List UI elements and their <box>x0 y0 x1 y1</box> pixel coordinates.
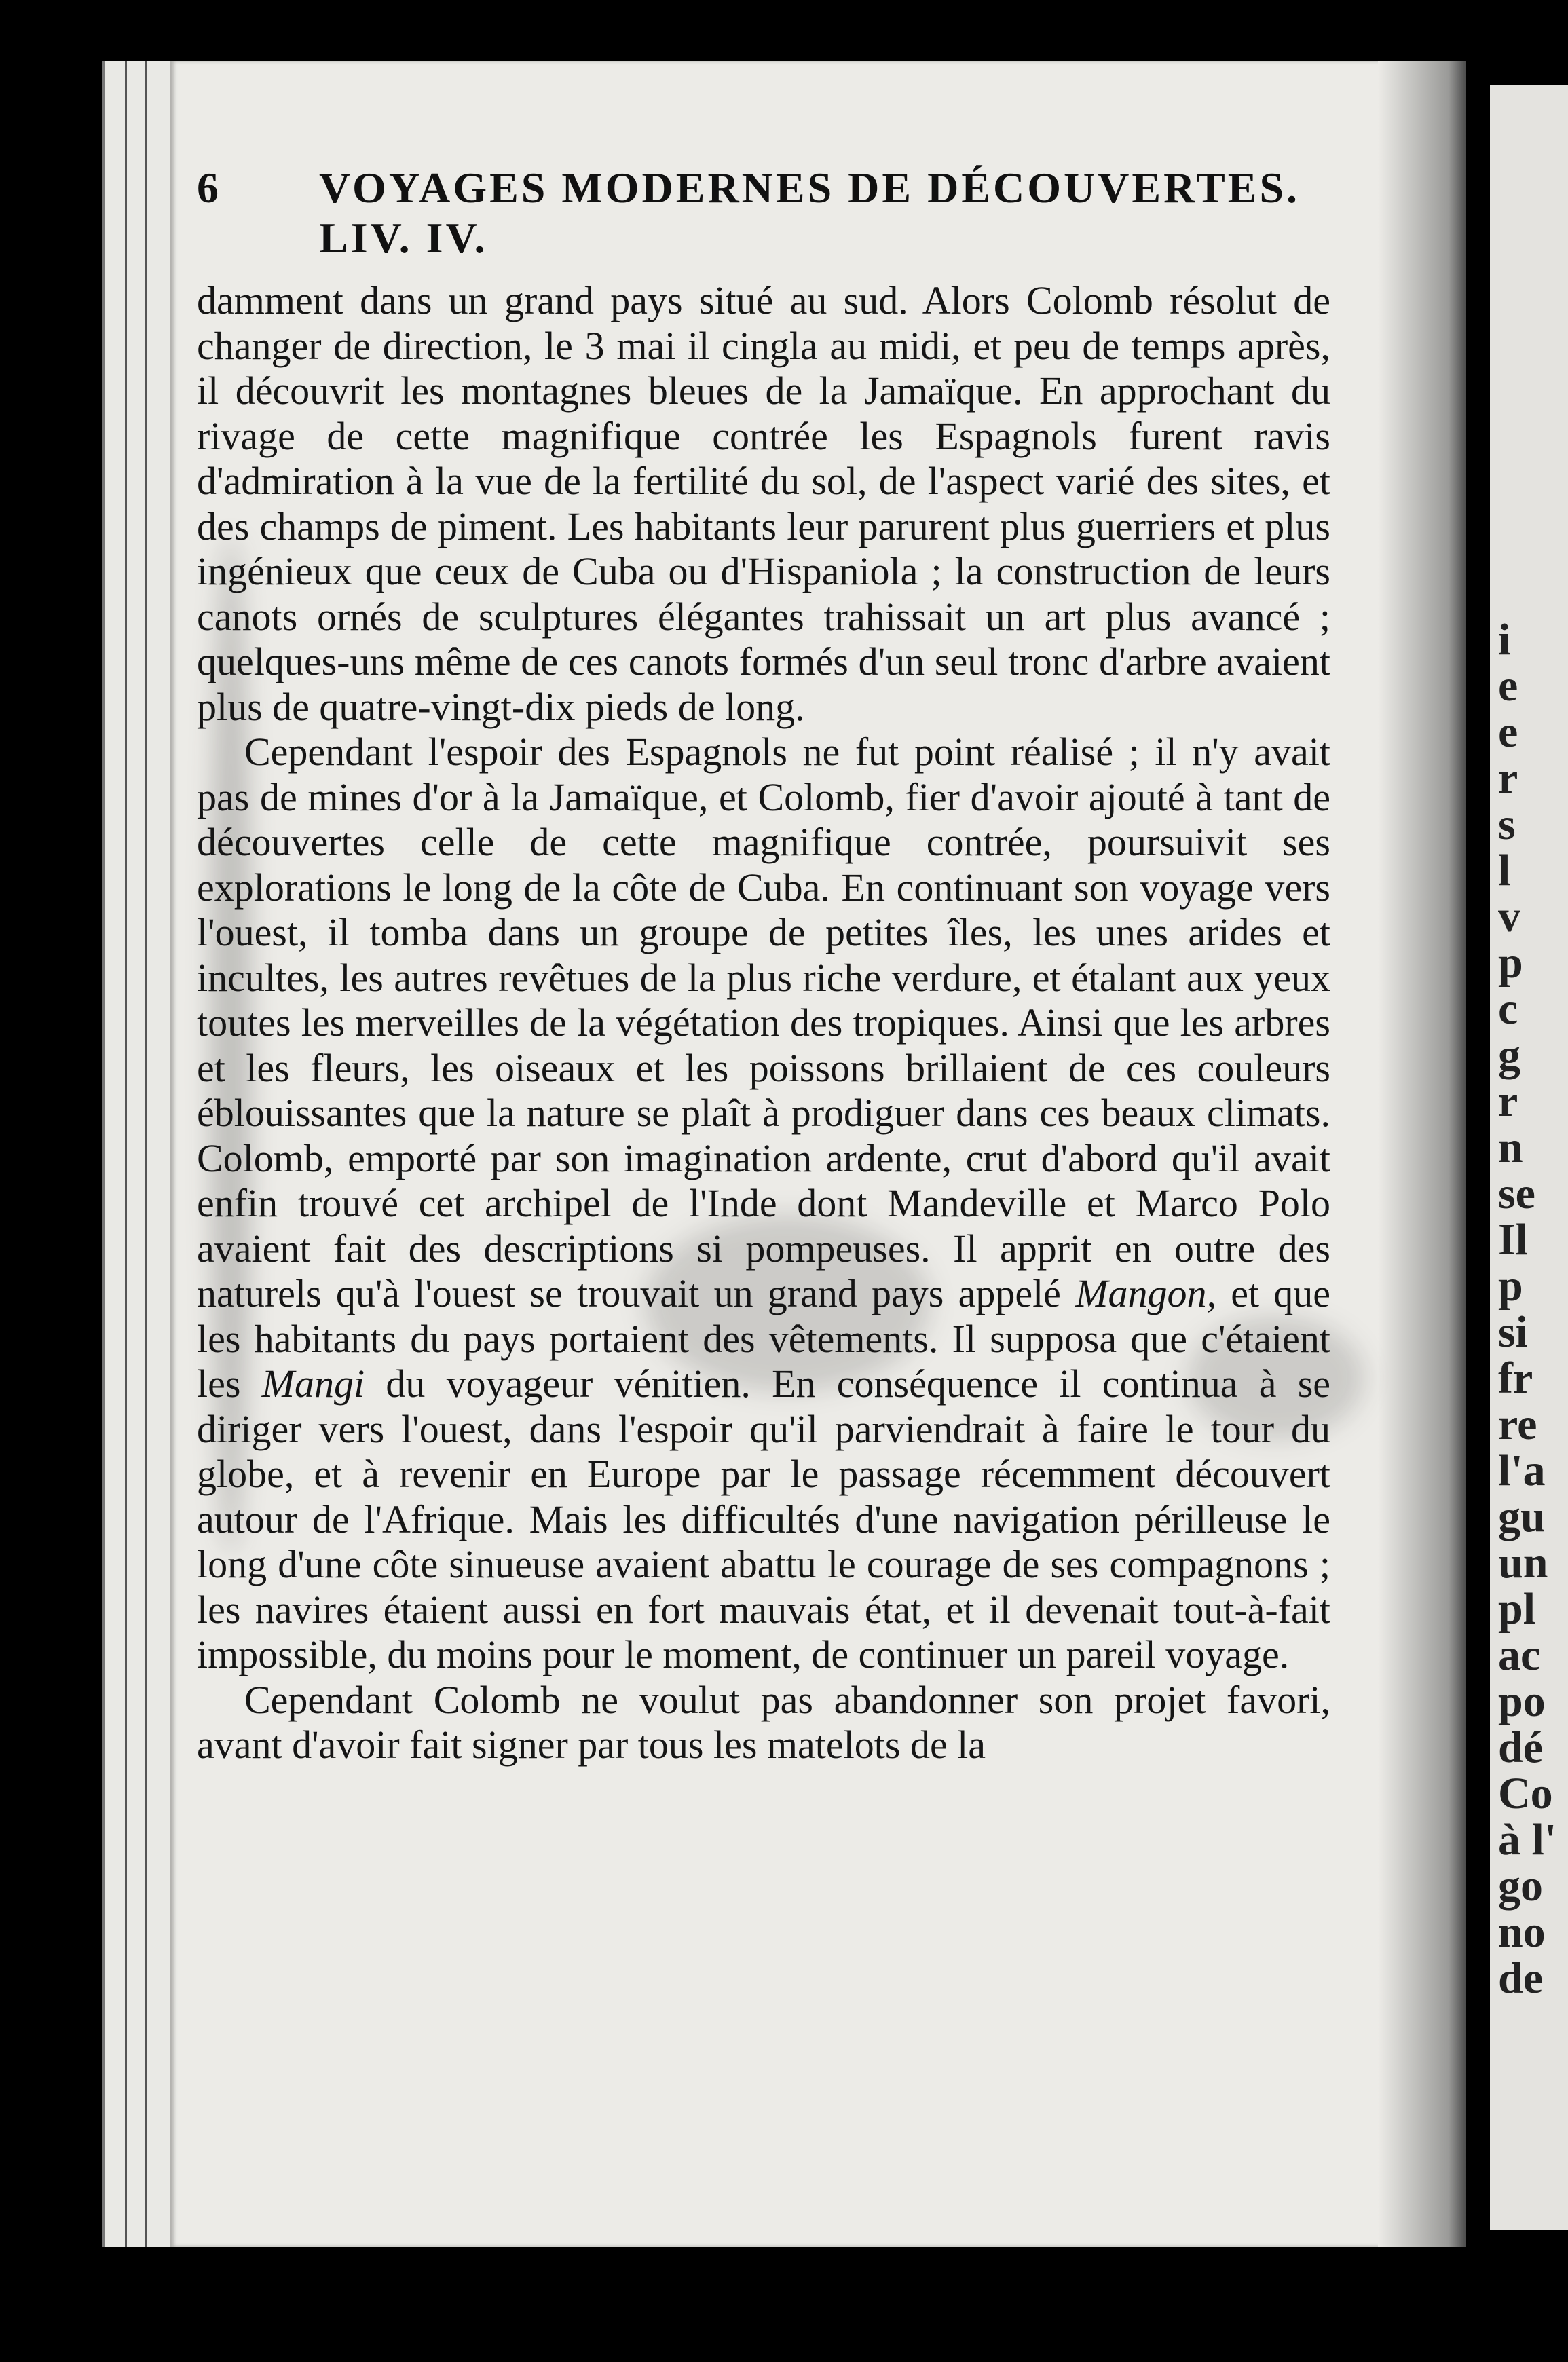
facing-page-fragment: e <box>1498 707 1518 757</box>
facing-page-fragment: l'a <box>1498 1446 1546 1495</box>
facing-page-fragment: po <box>1498 1676 1546 1726</box>
facing-page-fragment: un <box>1498 1538 1548 1588</box>
facing-page-fragment: c <box>1498 984 1518 1034</box>
paragraph-text: et que les habitants du pays portaient des vêtements. Il supposa que c'étaient les <box>197 1271 1331 1406</box>
facing-page-fragment: re <box>1498 1400 1537 1449</box>
facing-page-fragment: i <box>1498 615 1511 664</box>
facing-page-fragment: s <box>1498 800 1516 849</box>
facing-page-fragment: g <box>1498 1030 1520 1080</box>
facing-page-fragment: p <box>1498 938 1523 988</box>
paragraph-text: Cependant l'espoir des Espagnols ne fut point réalisé ; il n'y avait pas de mines d'or à la Jamaïque, et Colomb, fier d'avoir ajouté à tant de découvertes celle de cette magnifique contrée, poursuivit ses explorations le long de la côte de Cuba. En continuant son voyage vers l'ouest, il tomba dans un groupe de petites îles, les unes arides et incultes, les autres revêtues de la plus riche verdure, et étalant aux yeux toutes les merveilles de la végétation des tropiques. Ainsi que les arbres et les fleurs, les oiseaux et les poissons brillaient de ces couleurs éblouissantes que la nature se plaît à prodiguer dans ces beaux climats. Colomb, emporté par son imagination ardente, crut d'abord qu'il avait enfin trouvé cet archipel de l'Inde dont Mandeville et Marco Polo avaient fait des descriptions si pompeuses. Il apprit en outre des naturels qu'à l'ouest se trouvait un grand pays appelé <box>197 730 1330 1315</box>
facing-page-fragment: r <box>1498 1076 1518 1126</box>
paragraph <box>197 730 1330 1678</box>
facing-page-fragment: se <box>1498 1169 1535 1218</box>
facing-page-fragment: Il <box>1498 1215 1529 1264</box>
italic-term: Mangi <box>261 1362 365 1406</box>
facing-page-fragment: fr <box>1498 1353 1533 1403</box>
paragraph-text: damment dans un grand pays situé au sud. Alors Colomb résolut de changer de direction, le 3 mai il cingla au midi, et peu de temps après, il découvrit les montagnes bleues de la Jamaïque. En approchant du rivage de cette magnifique contrée les Espagnols furent ravis d'admiration à la vue de la fertilité du sol, de l'aspect varié des sites, et des champs de piment. Les habitants leur parurent plus guerriers et plus ingénieux que ceux de Cuba ou d'Hispaniola ; la construction de leurs canots ornés de sculptures élégantes trahissait un art plus avancé ; quelques-uns même de ces canots formés d'un seul tronc d'arbre avaient plus de quatre-vingt-dix pieds de long. <box>197 278 1330 729</box>
facing-page-fragment: Co <box>1498 1769 1553 1818</box>
facing-page-fragment: dé <box>1498 1723 1543 1772</box>
page-stack-edge <box>102 61 179 2247</box>
facing-page-fragment: à l' <box>1498 1815 1557 1864</box>
italic-term: Mangon, <box>1075 1271 1216 1315</box>
facing-page-fragment: de <box>1498 1953 1543 2003</box>
paragraph-text: Cependant Colomb ne voulut pas abandonner son projet favori, avant d'avoir fait signer par tous les matelots de la <box>197 1677 1330 1767</box>
facing-page-edge <box>1490 85 1568 2230</box>
body-text <box>197 278 1330 1768</box>
running-header <box>197 163 1337 262</box>
facing-page-fragment: si <box>1498 1307 1529 1357</box>
paragraph <box>197 1678 1330 1768</box>
facing-page-fragment: e <box>1498 661 1518 711</box>
facing-page-fragment: l <box>1498 846 1511 895</box>
page-gutter-shadow <box>1378 61 1466 2247</box>
facing-page-fragment: v <box>1498 892 1520 941</box>
facing-page-fragment: r <box>1498 753 1518 803</box>
facing-page-fragment: ac <box>1498 1630 1541 1680</box>
running-head-title: VOYAGES MODERNES DE DÉCOUVERTES. LIV. IV. <box>319 164 1301 262</box>
paragraph <box>197 278 1330 730</box>
facing-page-fragment: no <box>1498 1907 1546 1957</box>
facing-page-fragment: gu <box>1498 1492 1546 1541</box>
facing-page-fragment: n <box>1498 1123 1523 1172</box>
facing-page-fragment: p <box>1498 1261 1523 1311</box>
page-number: 6 <box>197 164 219 212</box>
facing-page-fragment: go <box>1498 1861 1543 1911</box>
facing-page-fragment: pl <box>1498 1584 1536 1634</box>
paragraph-text: du voyageur vénitien. En conséquence il continua à se diriger vers l'ouest, dans l'espoir qu'il parviendrait à faire le tour du globe, et à revenir en Europe par le passage récemment découvert autour de l'Afrique. Mais les difficultés d'une navigation périlleuse le long d'une côte sinueuse avaient abattu le courage de ses compagnons ; les navires étaient aussi en fort mauvais état, et il devenait tout-à-fait impossible, du moins pour le moment, de continuer un pareil voyage. <box>197 1362 1331 1676</box>
